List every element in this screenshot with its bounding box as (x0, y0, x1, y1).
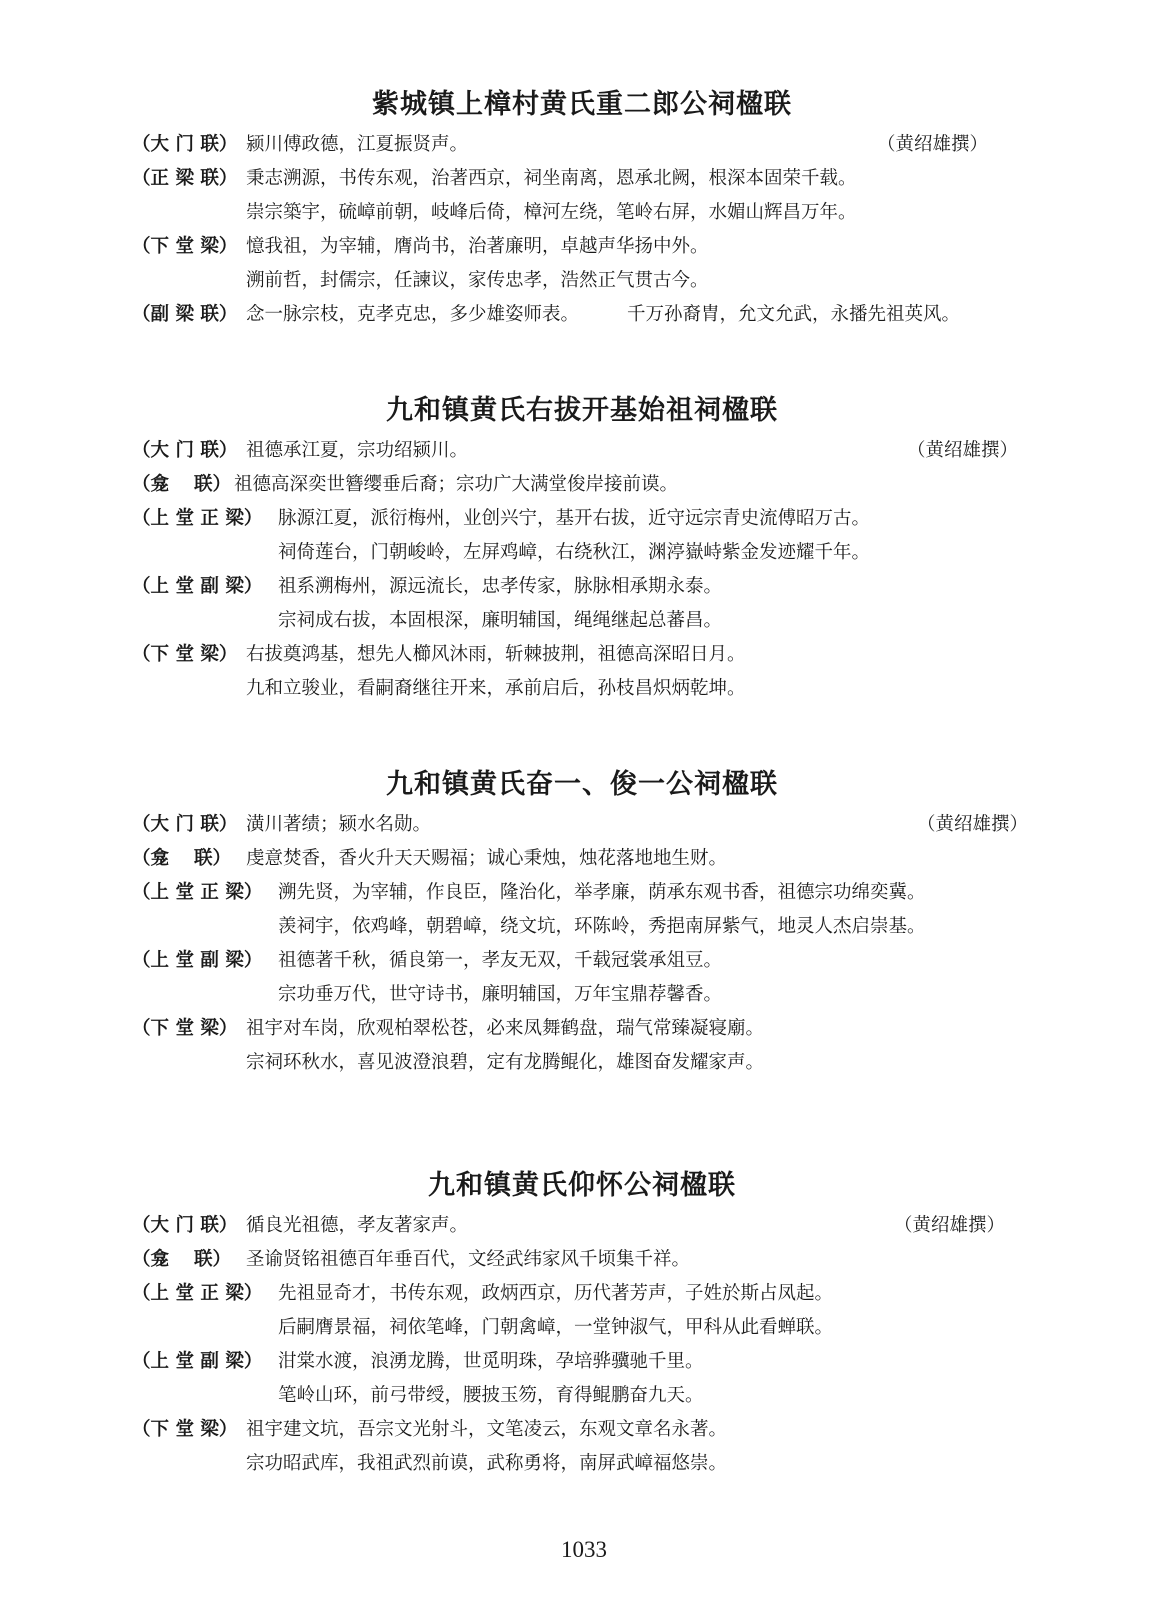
author-credit: （黄绍雄撰） (907, 440, 1019, 461)
couplet-line: 泔棠水渡，浪湧龙腾，世觅明珠，孕培骅骥驰千里。 (278, 1351, 704, 1372)
couplet-line: 祖宇对车岗，欣观柏翠松苍，必来凤舞鹤盘，瑞气常臻凝寝廟。 (246, 1018, 765, 1039)
couplet-line: 憶我祖，为宰辅，膺尚书，治著廉明，卓越声华扬中外。 (246, 236, 709, 257)
couplet-label: （大 门 联） (132, 1215, 238, 1236)
couplet-line: 右拔奠鸿基，想先人櫛风沐雨，斩棘披荆，祖德高深昭日月。 (246, 644, 746, 665)
couplet-upper-hall-main-beam (132, 876, 1032, 944)
couplet-main-beam (132, 162, 1032, 230)
couplet-line: 先祖显奇才，书传东观，政炳西京，历代著芳声，子姓於斯占凤起。 (278, 1283, 834, 1304)
author-credit: （黄绍雄撰） (894, 1215, 1006, 1236)
couplet-label: （下 堂 梁） (132, 1419, 238, 1440)
author-credit: （黄绍雄撰） (877, 134, 989, 155)
couplet-upper-hall-main-beam (132, 1277, 1032, 1345)
couplet-line: 宗祠成右拔，本固根深，廉明辅国，绳绳继起总蕃昌。 (278, 610, 723, 631)
couplet-line: 脉源江夏，派衍梅州，业创兴宁，基开右拔，近守远宗青史流傅昭万古。 (278, 508, 871, 529)
couplet-label: （大 门 联） (132, 134, 238, 155)
section-3 (132, 762, 1032, 1080)
couplet-label: （下 堂 梁） (132, 236, 238, 257)
couplet-line: 宗功垂万代，世守诗书，廉明辅国，万年宝鼎荐馨香。 (278, 984, 723, 1005)
couplet-label: （大 门 联） (132, 440, 238, 461)
couplet-label: （龛 联） (132, 848, 231, 869)
couplet-secondary-beam (132, 298, 1032, 332)
couplet-line: 祖德高深奕世簪缨垂后裔；宗功广大满堂俊岸接前谟。 (234, 474, 679, 495)
couplet-line: 循良光祖德，孝友著家声。 (246, 1215, 469, 1236)
section-title: 九和镇黄氏仰怀公祠楹联 (428, 1170, 736, 1201)
couplet-label: （上 堂 副 梁） (132, 576, 263, 597)
couplet-upper-hall-secondary-beam (132, 944, 1032, 1012)
couplet-line: 祖德承江夏，宗功绍颍川。 (246, 440, 469, 461)
couplet-label: （大 门 联） (132, 814, 238, 835)
couplet-lower-hall-beam (132, 638, 1032, 706)
couplet-shrine (132, 842, 1032, 876)
couplet-line: 虔意焚香，香火升天天赐福；诚心秉烛，烛花落地地生财。 (246, 848, 728, 869)
couplet-line: 千万孙裔胄，允文允武，永播先祖英风。 (627, 304, 961, 325)
couplet-label: （下 堂 梁） (132, 644, 238, 665)
couplet-line: 溯先贤，为宰辅，作良臣，隆治化，举孝廉，荫承东观书香，祖德宗功绵奕冀。 (278, 882, 926, 903)
couplet-label: （龛 联） (132, 1249, 231, 1270)
couplet-label: （上 堂 副 梁） (132, 950, 263, 971)
section-4 (132, 1163, 1032, 1481)
couplet-gate (132, 1209, 1032, 1243)
couplet-label: （副 梁 联） (132, 304, 238, 325)
couplet-gate (132, 128, 1032, 162)
section-1 (132, 82, 1032, 332)
couplet-lower-hall-beam (132, 1413, 1032, 1481)
couplet-line: 祖宇建文坑，吾宗文光射斗，文笔凌云，东观文章名永著。 (246, 1419, 728, 1440)
couplet-label: （龛 联） (132, 474, 231, 495)
couplet-line: 宗功昭武库，我祖武烈前谟，武称勇将，南屏武嶂福悠崇。 (246, 1453, 728, 1474)
couplet-shrine (132, 1243, 1032, 1277)
couplet-label: （正 梁 联） (132, 168, 238, 189)
couplet-line: 宗祠环秋水，喜见波澄浪碧，定有龙腾鲲化，雄图奋发耀家声。 (246, 1052, 765, 1073)
couplet-lower-hall-beam (132, 230, 1032, 298)
couplet-line: 祖系溯梅州，源远流长，忠孝传家，脉脉相承期永泰。 (278, 576, 723, 597)
couplet-line: 秉志溯源，书传东观，治著西京，祠坐南离，恩承北阙，根深本固荣千载。 (246, 168, 857, 189)
couplet-gate (132, 808, 1032, 842)
section-title: 九和镇黄氏右拔开基始祖祠楹联 (386, 395, 778, 426)
author-credit: （黄绍雄撰） (917, 814, 1029, 835)
couplet-line: 九和立骏业，看嗣裔继往开来，承前启后，孙枝昌炽炳乾坤。 (246, 678, 746, 699)
couplet-lower-hall-beam (132, 1012, 1032, 1080)
couplet-gate (132, 434, 1032, 468)
couplet-line: 祖德著千秋，循良第一，孝友无双，千载冠裳承俎豆。 (278, 950, 723, 971)
couplet-line: 潢川著绩；颍水名勋。 (246, 814, 432, 835)
couplet-upper-hall-main-beam (132, 502, 1032, 570)
couplet-upper-hall-secondary-beam (132, 1345, 1032, 1413)
couplet-label: （上 堂 正 梁） (132, 1283, 263, 1304)
couplet-shrine (132, 468, 1032, 502)
couplet-line: 后嗣膺景福，祠依笔峰，门朝禽嶂，一堂钟淑气，甲科从此看蝉联。 (278, 1317, 834, 1338)
couplet-line: 圣谕贤铭祖德百年垂百代，文经武纬家风千顷集千祥。 (246, 1249, 691, 1270)
couplet-line: 颍川傅政德，江夏振贤声。 (246, 134, 469, 155)
couplet-line: 溯前哲，封儒宗，任諫议，家传忠孝，浩然正气贯古今。 (246, 270, 709, 291)
section-title: 紫城镇上樟村黄氏重二郎公祠楹联 (372, 89, 792, 120)
couplet-label: （上 堂 正 梁） (132, 882, 263, 903)
couplet-line: 念一脉宗枝，克孝克忠，多少雄姿师表。 (246, 304, 580, 325)
couplet-line: 羡祠宇，依鸡峰，朝碧嶂，绕文坑，环陈岭，秀挹南屏紫气，地灵人杰启崇基。 (278, 916, 926, 937)
couplet-line: 祠倚莲台，门朝峻岭，左屏鸡嶂，右绕秋江，渊渟嶽峙紫金发迹耀千年。 (278, 542, 871, 563)
couplet-label: （上 堂 副 梁） (132, 1351, 263, 1372)
couplet-label: （上 堂 正 梁） (132, 508, 263, 529)
couplet-line: 崇宗築宇，硫嶂前朝，岐峰后倚，樟河左绕，笔岭右屏，水媚山辉昌万年。 (246, 202, 857, 223)
section-2 (132, 388, 1032, 706)
couplet-line: 笔岭山环，前弓带绶，腰披玉笏，育得鲲鹏奋九天。 (278, 1385, 704, 1406)
section-title: 九和镇黄氏奋一、俊一公祠楹联 (386, 769, 778, 800)
page-number: 1033 (561, 1537, 607, 1562)
couplet-label: （下 堂 梁） (132, 1018, 238, 1039)
couplet-upper-hall-secondary-beam (132, 570, 1032, 638)
